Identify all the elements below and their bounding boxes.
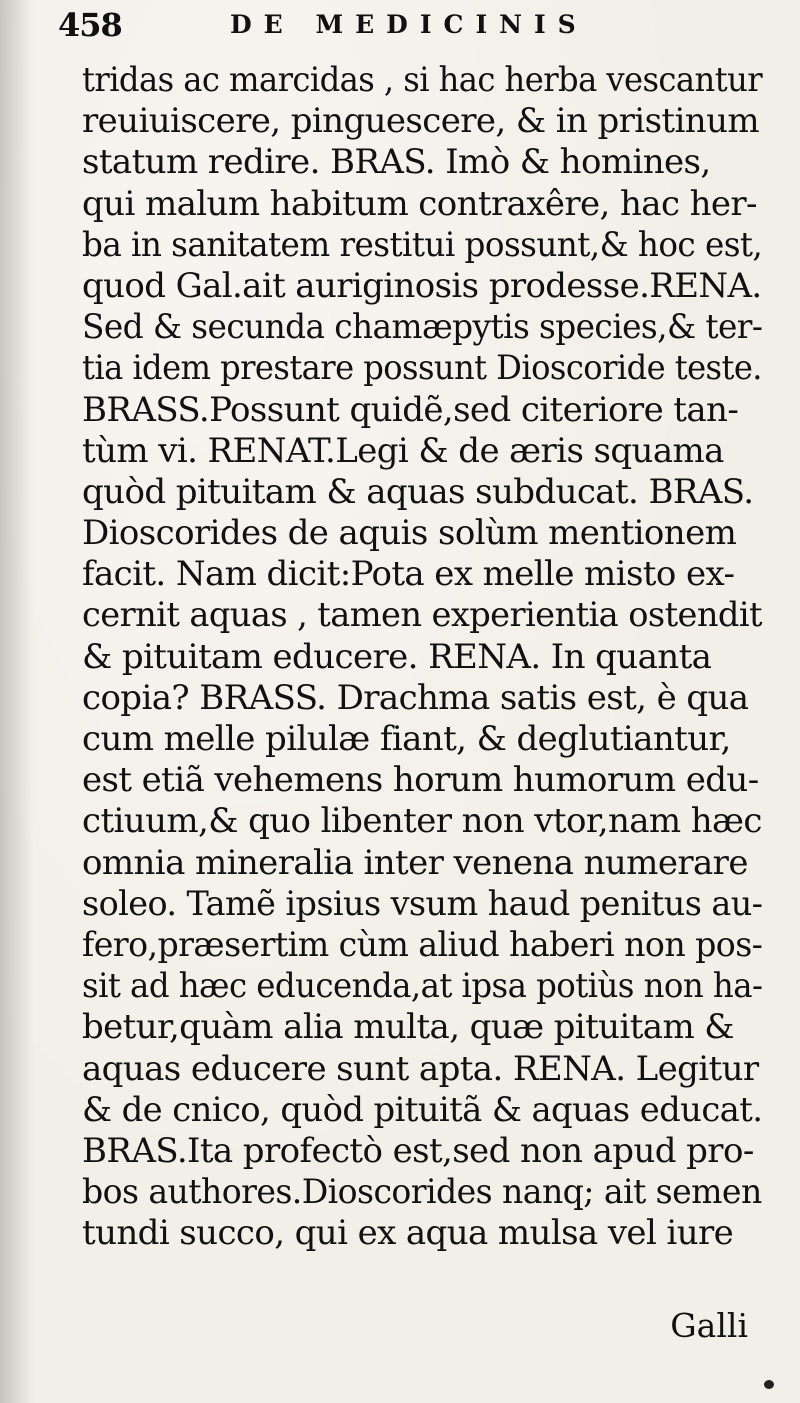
text-line: betur,quàm alia multa, quæ pituitam & (82, 1007, 734, 1048)
text-line: cernit aquas , tamen experientia ostendit (82, 595, 762, 636)
text-line: cum melle pilulæ fiant, & deglutiantur, (82, 719, 731, 759)
text-line: tridas ac marcidas , si hac herba vescantur (82, 60, 763, 100)
text-line: Sed & secunda chamæpytis species,& ter- (82, 307, 763, 348)
text-line: aquas educere sunt apta. RENA. Legitur (82, 1048, 759, 1089)
text-line: bos authores.Dioscorides nanq; ait semen (82, 1172, 762, 1213)
text-line: & pituitam educere. RENA. In quanta (82, 636, 712, 677)
text-line: tundi succo, qui ex aqua mulsa vel iure (82, 1213, 734, 1254)
catchword: Galli (670, 1306, 748, 1345)
text-line: omnia mineralia inter venena numerare (82, 842, 748, 883)
text-line: quod Gal.ait auriginosis prodesse.RENA. (82, 265, 762, 306)
text-line: tia idem prestare possunt Dioscoride teste. (82, 348, 762, 389)
text-line: copia? BRASS. Drachma satis est, è qua (82, 677, 749, 718)
text-line: reuiuiscere, pinguescere, & in pristinum (82, 101, 760, 142)
text-line: soleo. Tamẽ ipsius vsum haud penitus au- (82, 883, 763, 924)
ink-speck (764, 1380, 774, 1389)
gutter-shadow (0, 0, 34, 1403)
text-line: BRAS.Ita profectò est,sed non apud pro- (82, 1130, 754, 1171)
text-line: sit ad hæc educenda,at ipsa potiùs non ha- (82, 966, 763, 1007)
text-line: statum redire. BRAS. Imò & homines, (82, 142, 711, 183)
text-line: fero,præsertim cùm aliud haberi non pos- (82, 924, 763, 965)
page-number: 458 (58, 6, 122, 44)
text-line: BRASS.Possunt quidẽ,sed citeriore tan- (82, 389, 739, 430)
text-line: ba in sanitatem restitui possunt,& hoc est, (82, 224, 763, 265)
page-header (58, 6, 758, 50)
text-line: qui malum habitum contraxêre, hac her- (82, 183, 757, 224)
text-line: Dioscorides de aquis solùm mentionem (82, 513, 737, 554)
running-head: DE MEDICINIS (230, 10, 588, 39)
text-line: quòd pituitam & aquas subducat. BRAS. (82, 471, 754, 512)
text-line: est etiã vehemens horum humorum edu- (82, 760, 759, 801)
text-line: & de cnico, quòd pituitã & aquas educat. (82, 1089, 763, 1130)
text-line: facit. Nam dicit:Pota ex melle misto ex- (82, 554, 735, 595)
body-text (82, 60, 762, 1254)
text-line: ctiuum,& quo libenter non vtor,nam hæc (82, 801, 762, 842)
text-line: tùm vi. RENAT.Legi & de æris squama (82, 430, 724, 471)
